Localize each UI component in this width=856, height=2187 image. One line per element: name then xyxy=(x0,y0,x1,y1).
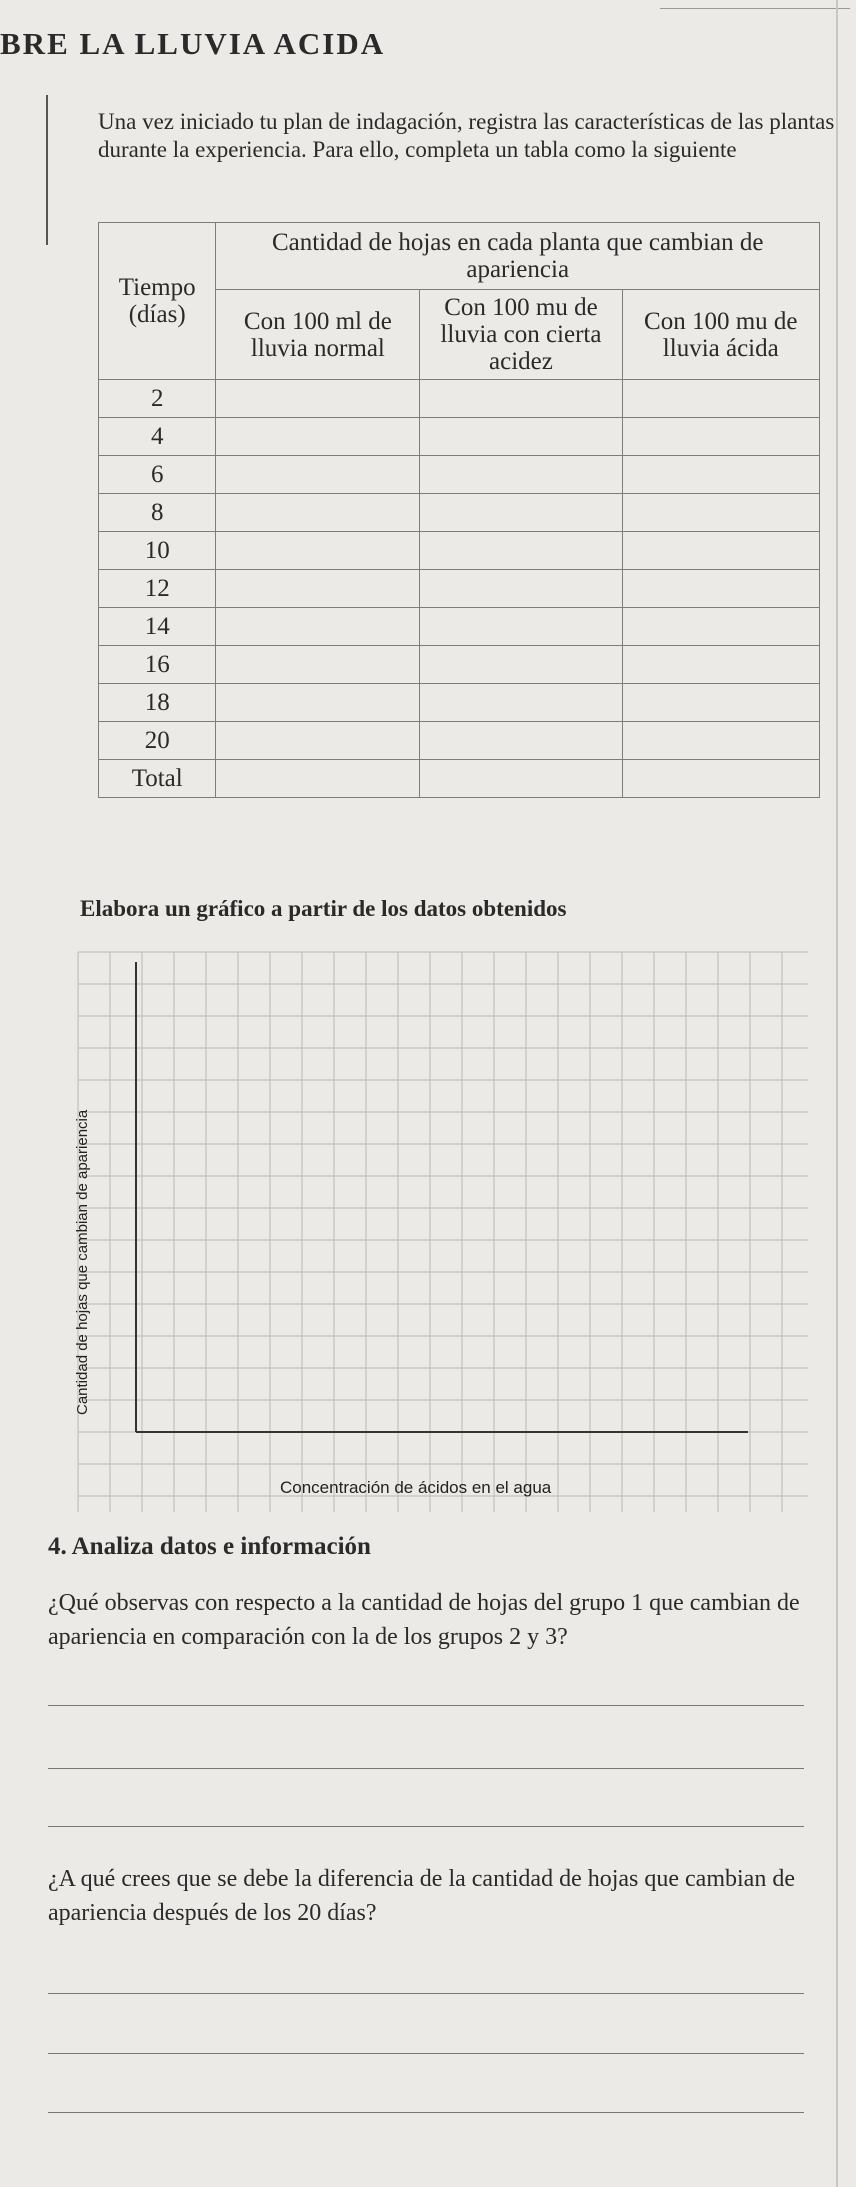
empty-cell[interactable] xyxy=(420,608,622,646)
table-row xyxy=(99,380,820,418)
empty-cell[interactable] xyxy=(420,722,622,760)
table-row xyxy=(99,494,820,532)
empty-cell[interactable] xyxy=(622,570,819,608)
table-row xyxy=(99,722,820,760)
empty-cell[interactable] xyxy=(622,722,819,760)
empty-cell[interactable] xyxy=(216,456,420,494)
empty-cell[interactable] xyxy=(622,532,819,570)
empty-cell[interactable] xyxy=(622,380,819,418)
table-row xyxy=(99,570,820,608)
empty-cell[interactable] xyxy=(216,608,420,646)
answer-line[interactable] xyxy=(48,1768,804,1769)
empty-cell[interactable] xyxy=(216,684,420,722)
empty-cell[interactable] xyxy=(622,684,819,722)
answer-line[interactable] xyxy=(48,2053,804,2054)
empty-cell[interactable] xyxy=(216,722,420,760)
empty-cell[interactable] xyxy=(420,646,622,684)
table-row xyxy=(99,760,820,798)
empty-cell[interactable] xyxy=(216,494,420,532)
empty-cell[interactable] xyxy=(622,646,819,684)
graph-grid xyxy=(48,922,808,1512)
top-rule xyxy=(660,8,850,9)
empty-cell[interactable] xyxy=(420,684,622,722)
empty-cell[interactable] xyxy=(420,570,622,608)
day-cell: 8 xyxy=(99,494,216,532)
empty-cell[interactable] xyxy=(420,760,622,798)
answer-line[interactable] xyxy=(48,1705,804,1706)
table-row xyxy=(99,532,820,570)
day-cell: 20 xyxy=(99,722,216,760)
data-table xyxy=(98,222,820,798)
empty-cell[interactable] xyxy=(622,608,819,646)
day-cell: 4 xyxy=(99,418,216,456)
day-cell: 18 xyxy=(99,684,216,722)
day-cell: 16 xyxy=(99,646,216,684)
empty-cell[interactable] xyxy=(622,456,819,494)
time-header: Tiempo (días) xyxy=(99,223,216,380)
empty-cell[interactable] xyxy=(420,380,622,418)
question-1: ¿Qué observas con respecto a la cantidad de hojas del grupo 1 que cambian de apariencia en comparación con la de los grupos 2 y 3? xyxy=(48,1590,800,1650)
table-row xyxy=(99,646,820,684)
page-title: BRE LA LLUVIA ACIDA xyxy=(0,26,386,61)
group3-header: Con 100 mu de lluvia ácida xyxy=(622,290,819,380)
empty-cell[interactable] xyxy=(216,570,420,608)
day-cell: 10 xyxy=(99,532,216,570)
answer-line[interactable] xyxy=(48,2112,804,2113)
y-axis-label: Cantidad de hojas que cambian de apariencia xyxy=(74,1109,91,1415)
day-cell: 6 xyxy=(99,456,216,494)
empty-cell[interactable] xyxy=(216,380,420,418)
empty-cell[interactable] xyxy=(622,418,819,456)
empty-cell[interactable] xyxy=(622,494,819,532)
answer-line[interactable] xyxy=(48,1993,804,1994)
margin-rule xyxy=(46,95,48,245)
graph-title: Elabora un gráfico a partir de los datos obtenidos xyxy=(80,896,567,921)
question-2: ¿A qué crees que se debe la diferencia de la cantidad de hojas que cambian de apariencia después de los 20 días? xyxy=(48,1866,795,1926)
empty-cell[interactable] xyxy=(622,760,819,798)
section-title: 4. Analiza datos e información xyxy=(48,1533,371,1560)
main-header: Cantidad de hojas en cada planta que cambian de apariencia xyxy=(216,223,820,290)
empty-cell[interactable] xyxy=(420,532,622,570)
group2-header: Con 100 mu de lluvia con cierta acidez xyxy=(420,290,622,380)
table-row xyxy=(99,684,820,722)
day-cell: Total xyxy=(99,760,216,798)
x-axis-label: Concentración de ácidos en el agua xyxy=(280,1478,552,1497)
empty-cell[interactable] xyxy=(216,646,420,684)
empty-cell[interactable] xyxy=(216,418,420,456)
intro-paragraph: Una vez iniciado tu plan de indagación, registra las características de las plantas durante la experiencia. Para ello, completa un tabla como la siguiente xyxy=(98,109,835,162)
day-cell: 14 xyxy=(99,608,216,646)
empty-cell[interactable] xyxy=(420,494,622,532)
page-edge xyxy=(836,0,838,2187)
empty-cell[interactable] xyxy=(420,418,622,456)
empty-cell[interactable] xyxy=(420,456,622,494)
answer-line[interactable] xyxy=(48,1826,804,1827)
table-row xyxy=(99,608,820,646)
table-row xyxy=(99,456,820,494)
empty-cell[interactable] xyxy=(216,760,420,798)
group1-header: Con 100 ml de lluvia normal xyxy=(216,290,420,380)
table-row xyxy=(99,418,820,456)
empty-cell[interactable] xyxy=(216,532,420,570)
day-cell: 12 xyxy=(99,570,216,608)
day-cell: 2 xyxy=(99,380,216,418)
